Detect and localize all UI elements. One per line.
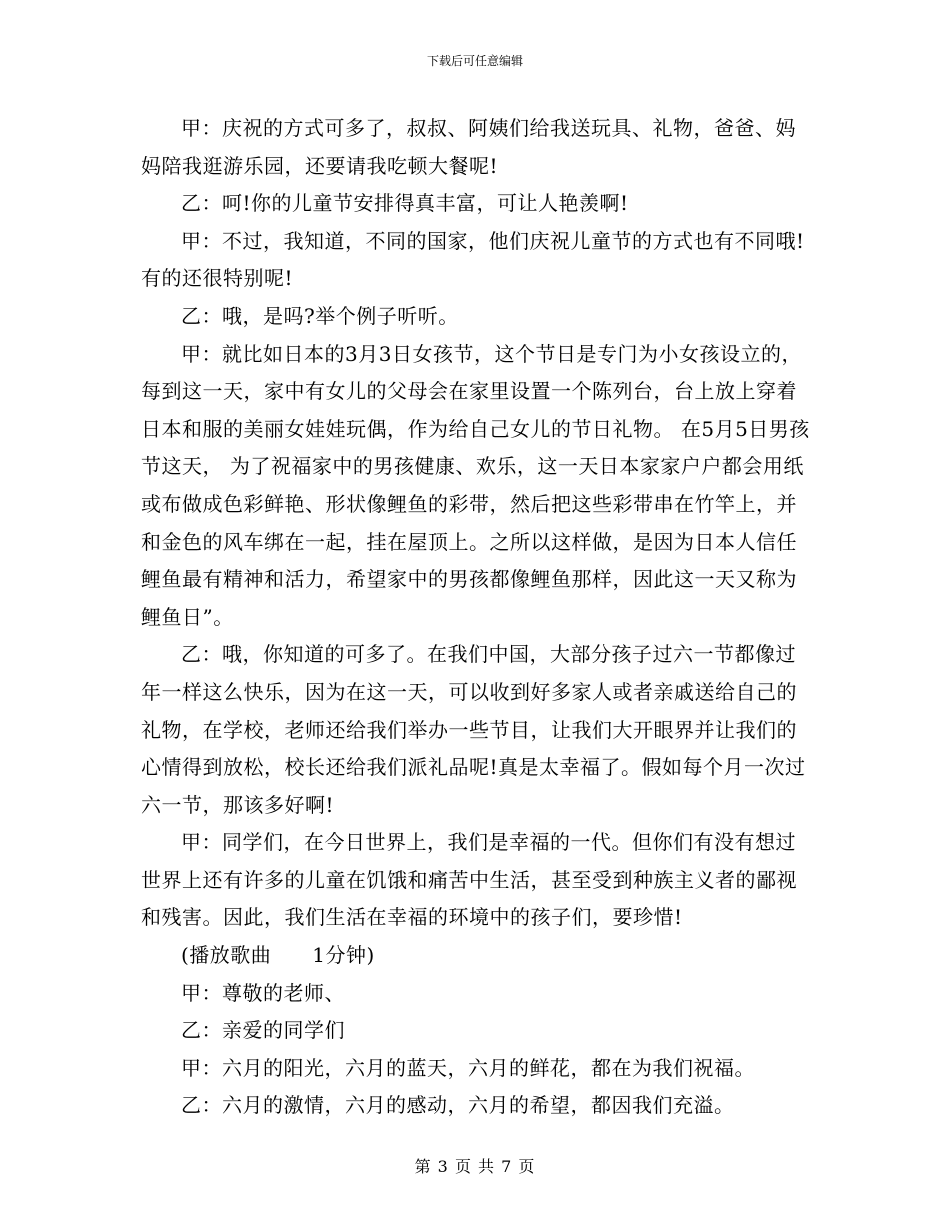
paragraph: 甲：庆祝的方式可多了，叔叔、阿姨们给我送玩具、礼物，爸爸、妈妈陪我逛游乐园，还要请我吃顿大餐呢! bbox=[141, 116, 796, 178]
paragraph: 甲：尊敬的老师、 bbox=[181, 980, 345, 1005]
paragraph: 乙：呵!你的儿童节安排得真丰富，可让人艳羡啊! bbox=[181, 191, 629, 216]
paragraph: 甲：就比如日本的3月3日女孩节，这个节日是专门为小女孩设立的，每到这一天，家中有女儿的父母会在家里设置一个陈列台，台上放上穿着日本和服的美丽女娃娃玩偶，作为给自己女儿的节日礼物。 在5月5日男孩节这天， 为了祝福家中的男孩健康、欢乐，这一天日本家家户户都会用纸或布做成色彩鲜艳、形状像鲤鱼的彩带，然后把这些彩带串在竹竿上，并和金色的风车绑在一起，挂在屋顶上。之所以这样做，是因为日本人信任鲤鱼最有精神和活力，希望家中的男孩都像鲤鱼那样，因此这一天又称为鲤鱼日”。 bbox=[141, 341, 810, 629]
document-body bbox=[141, 110, 811, 1125]
paragraph: (播放歌曲 1分钟) bbox=[181, 943, 375, 968]
page-number: 第 3 页 共 7 页 bbox=[414, 1157, 536, 1176]
paragraph: 甲：六月的阳光，六月的蓝天，六月的鲜花，都在为我们祝福。 bbox=[181, 1055, 755, 1080]
paragraph: 乙：哦，是吗?举个例子听听。 bbox=[181, 303, 459, 328]
paragraph: 乙：亲爱的同学们 bbox=[181, 1018, 345, 1043]
paragraph: 甲：同学们，在今日世界上，我们是幸福的一代。但你们有没有想过世界上还有许多的儿童在饥饿和痛苦中生活，甚至受到种族主义者的鄙视和残害。因此，我们生活在幸福的环境中的孩子们，要珍惜! bbox=[141, 830, 797, 930]
paragraph: 乙：六月的激情，六月的感动，六月的希望，都因我们充溢。 bbox=[181, 1093, 735, 1118]
header-note: 下载后可任意编辑 bbox=[426, 54, 523, 68]
paragraph: 乙：哦，你知道的可多了。在我们中国，大部分孩子过六一节都像过年一样这么快乐，因为在这一天，可以收到好多家人或者亲戚送给自己的礼物，在学校，老师还给我们举办一些节目，让我们大开眼界并让我们的心情得到放松，校长还给我们派礼品呢!真是太幸福了。假如每个月一次过六一节，那该多好啊! bbox=[141, 642, 806, 817]
paragraph: 甲：不过，我知道，不同的国家，他们庆祝儿童节的方式也有不同哦!有的还很特别呢! bbox=[141, 228, 805, 291]
